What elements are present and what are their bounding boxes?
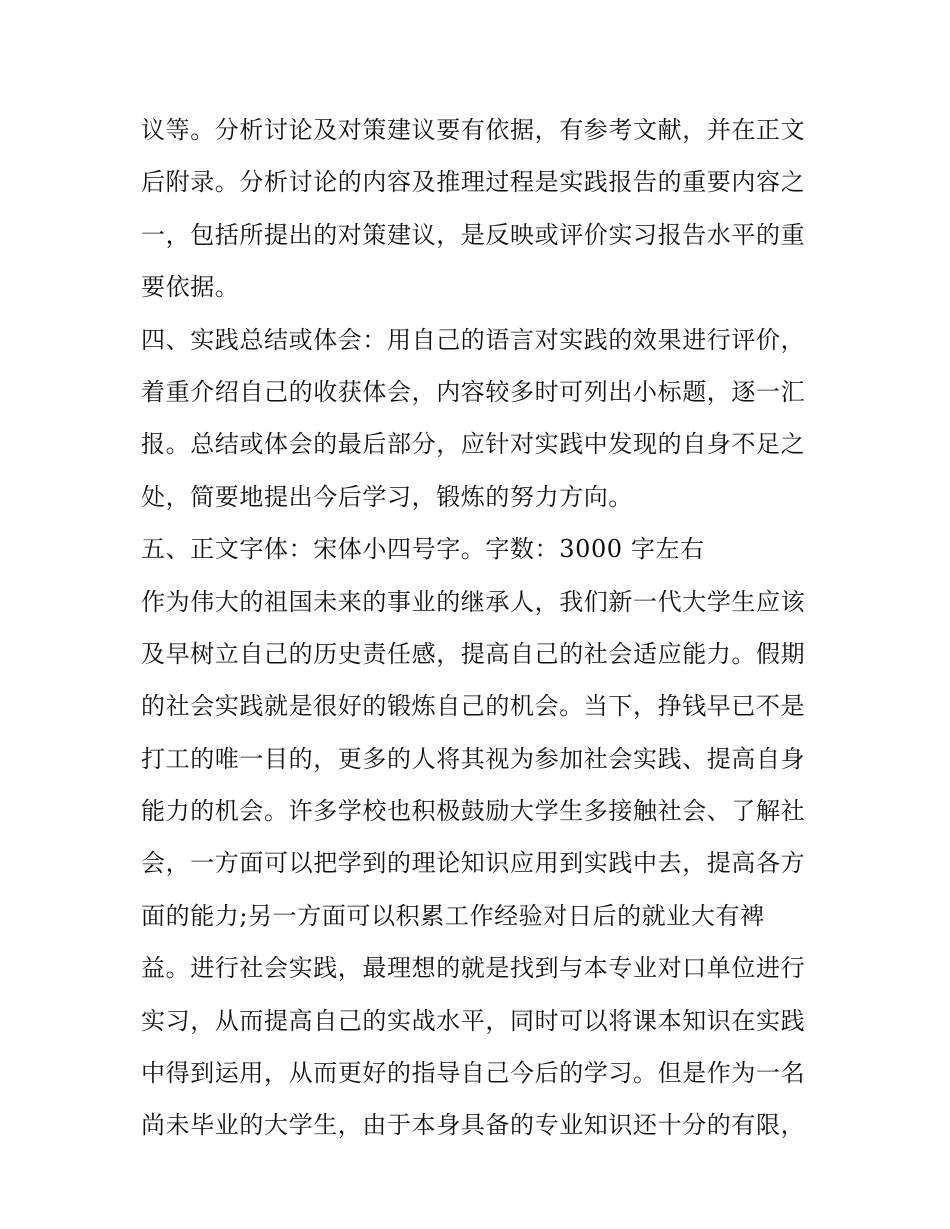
text-line: 处，简要地提出今后学习，锻炼的努力方向。: [141, 482, 633, 511]
text-line: 的社会实践就是很好的锻炼自己的机会。当下，挣钱早已不是: [141, 692, 806, 721]
text-line: 后附录。分析讨论的内容及推理过程是实践报告的重要内容之: [141, 168, 806, 197]
text-line: 会，一方面可以把学到的理论知识应用到实践中去，提高各方: [141, 849, 806, 878]
text-line: 着重介绍自己的收获体会，内容较多时可列出小标题，逐一汇: [141, 377, 806, 406]
text-line: 益。进行社会实践，最理想的就是找到与本专业对口单位进行: [141, 954, 806, 983]
text-line: 中得到运用，从而更好的指导自己今后的学习。但是作为一名: [141, 1059, 806, 1088]
text-line: 报。总结或体会的最后部分，应针对实践中发现的自身不足之: [141, 430, 806, 459]
text-line: 实习，从而提高自己的实战水平，同时可以将课本知识在实践: [141, 1006, 806, 1035]
text-line: 议等。分析讨论及对策建议要有依据，有参考文献，并在正文: [141, 116, 806, 144]
text-line: 及早树立自己的历史责任感，提高自己的社会适应能力。假期: [141, 639, 806, 668]
text-line: 要依据。: [141, 273, 240, 302]
text-line: 面的能力;另一方面可以积累工作经验对日后的就业大有裨: [141, 901, 765, 930]
text-line: 一，包括所提出的对策建议，是反映或评价实习报告水平的重: [141, 220, 806, 249]
section-heading-line: 五、正文字体：宋体小四号字。字数：3000 字左右: [141, 535, 705, 564]
text-line: 打工的唯一目的，更多的人将其视为参加社会实践、提高自身: [141, 744, 806, 773]
body-text: [141, 112, 821, 1160]
text-line: 作为伟大的祖国未来的事业的继承人，我们新一代大学生应该: [141, 587, 806, 616]
text-line: 能力的机会。许多学校也积极鼓励大学生多接触社会、了解社: [141, 797, 806, 826]
text-line: 尚未毕业的大学生，由于本身具备的专业知识还十分的有限，: [141, 1111, 806, 1140]
section-heading-line: 四、实践总结或体会：用自己的语言对实践的效果进行评价，: [141, 325, 806, 354]
